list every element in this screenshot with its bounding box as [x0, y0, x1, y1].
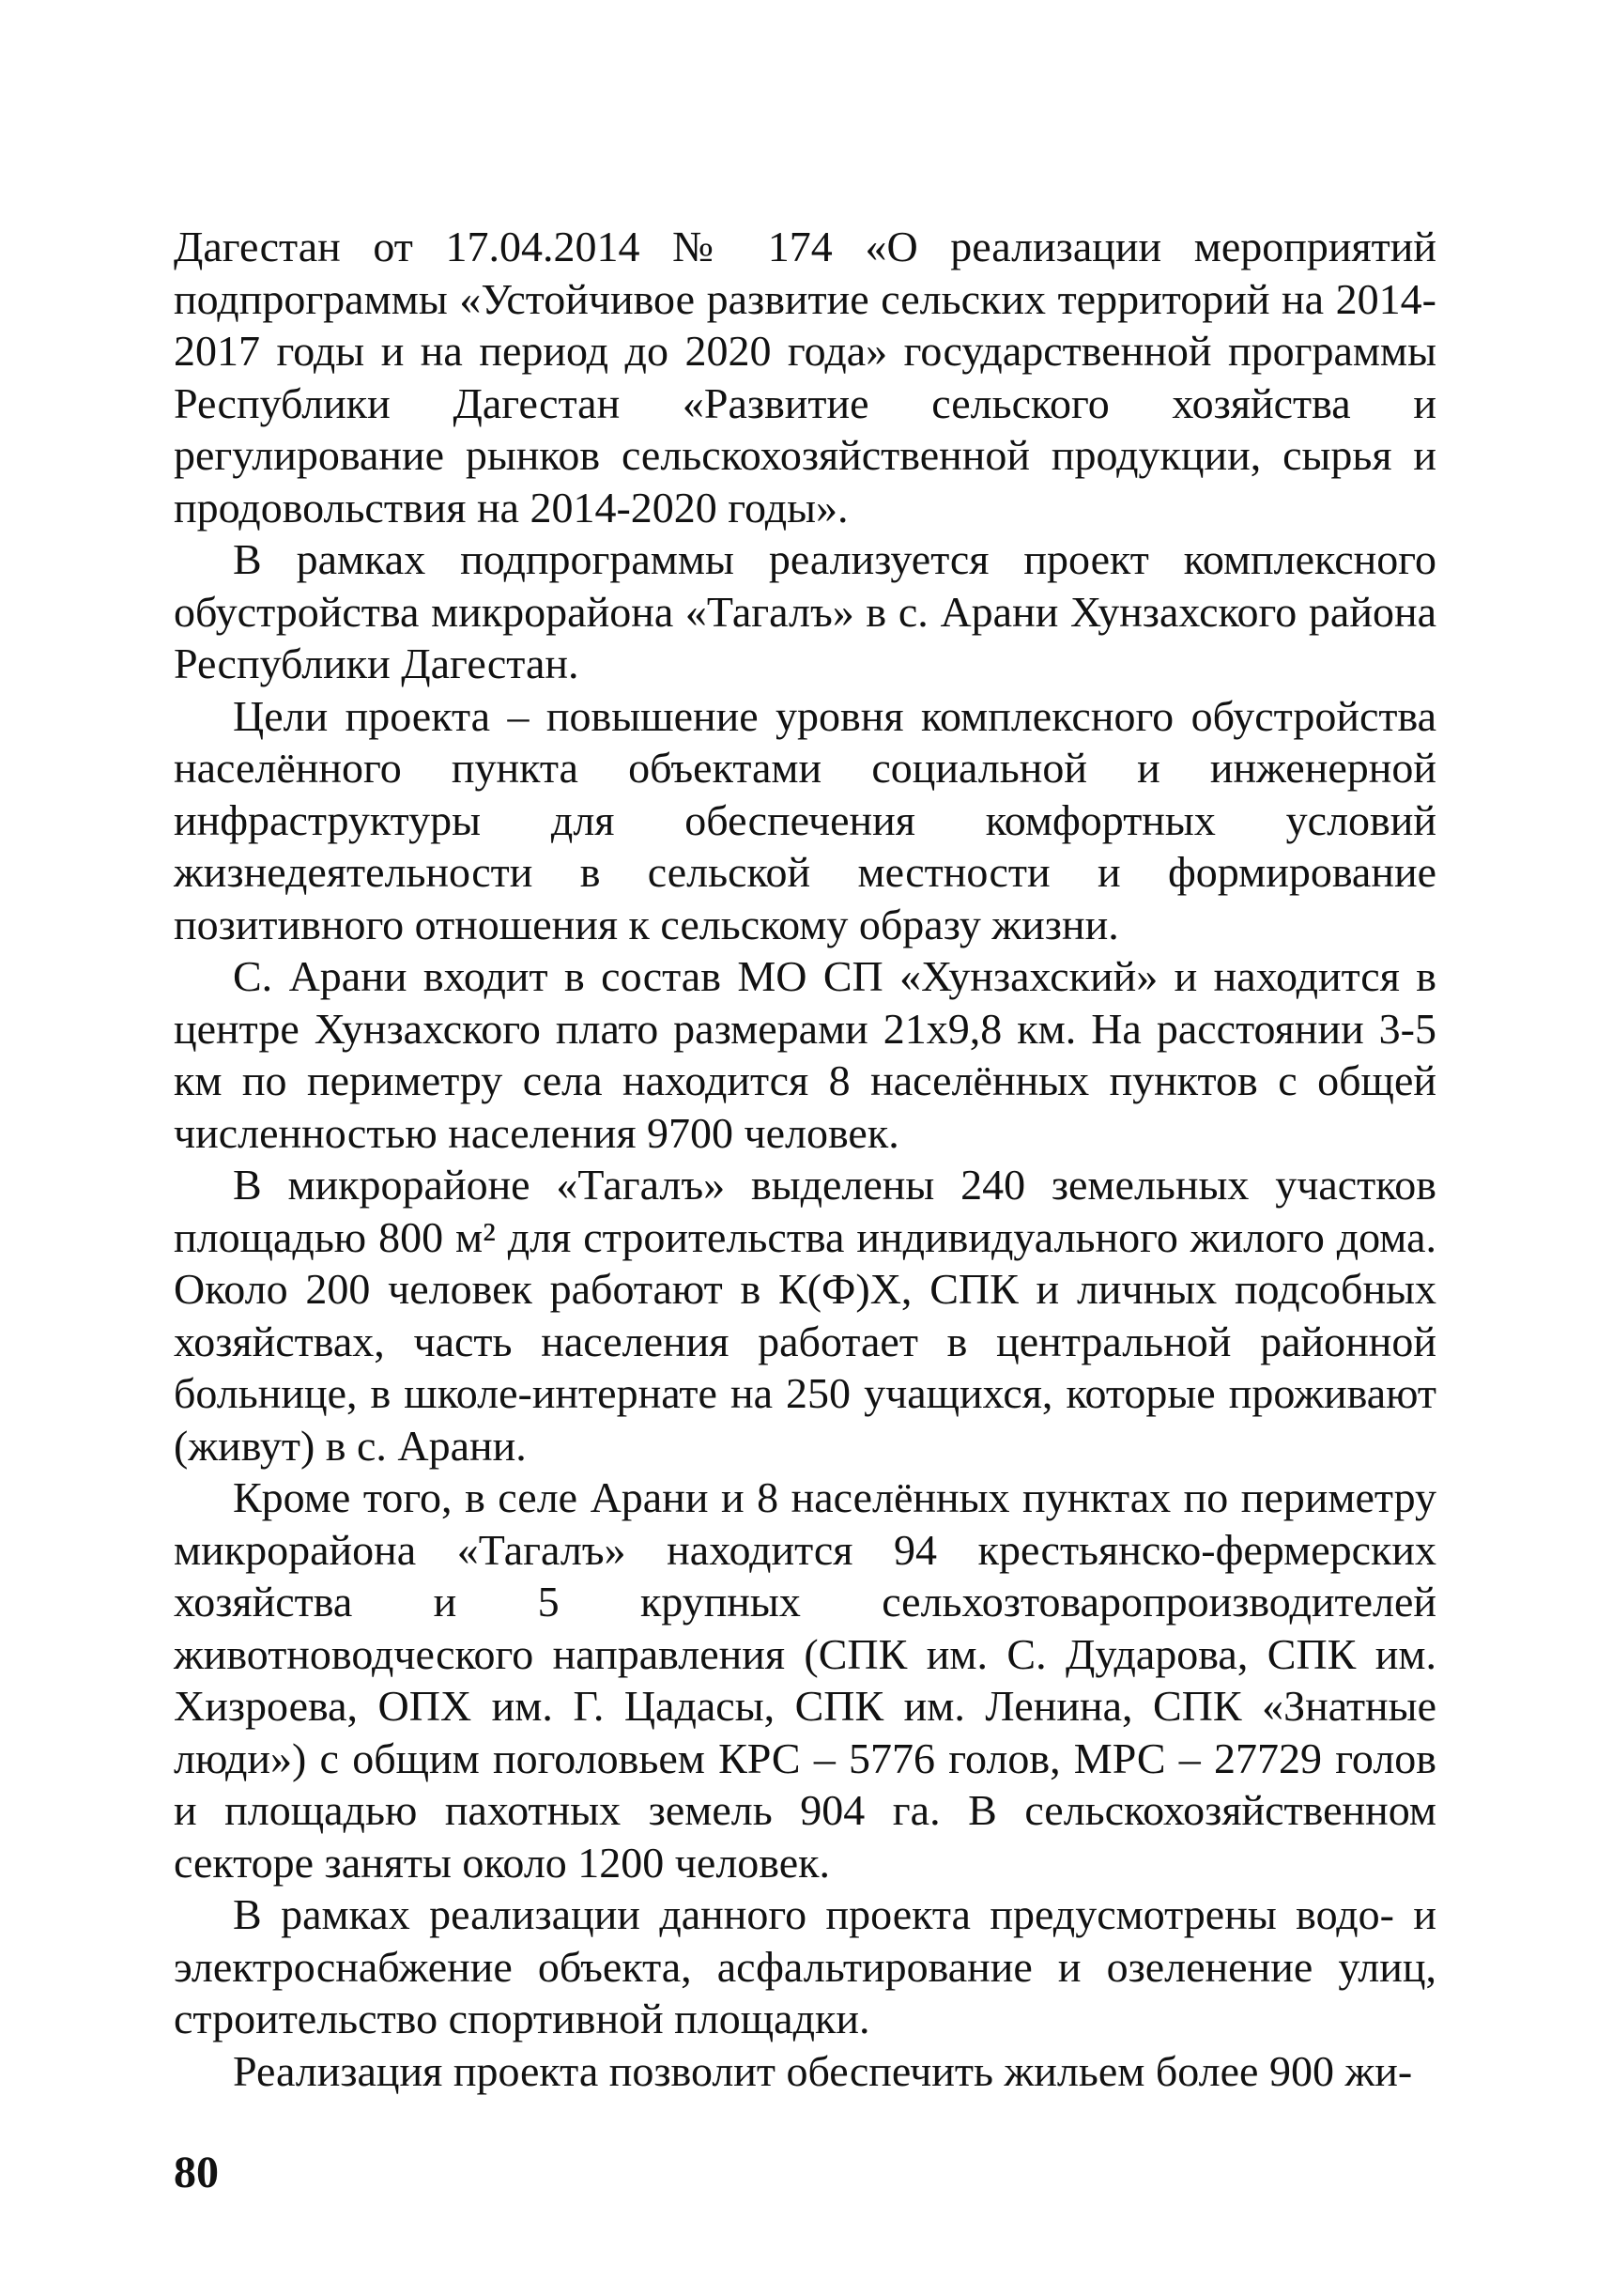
paragraph-5: В микрорайоне «Тагалъ» выделены 240 земельных участков площадью 800 м² для строительства индивидуального жилого дома. Около 200 человек работают в К(Ф)Х, СПК и личных подсобных хозяйствах, часть населения работает в центральной районной больнице, в школе-интернате на 250 учащихся, которые проживают (живут) в с. Арани. [174, 1161, 1436, 1470]
paragraph-7: В рамках реализации данного проекта предусмотрены водо- и электроснабжение объекта, асфальтирование и озеленение улиц, строительство спортивной площадки. [174, 1890, 1436, 2042]
paragraph-6: Кроме того, в селе Арани и 8 населённых пунктах по периметру микрорайона «Тагалъ» находится 94 крестьянско-фермерских хозяйства и 5 крупных сельхозтоваропроизводителей животноводческого направления (СПК им. С. Дударова, СПК им. Хизроева, ОПХ им. Г. Цадасы, СПК им. Ленина, СПК «Знатные люди») с общим поголовьем КРС – 5776 голов, МРС – 27729 голов и площадью пахотных земель 904 га. В сельскохозяйственном секторе заняты около 1200 человек. [174, 1473, 1436, 1887]
paragraph-4: С. Арани входит в состав МО СП «Хунзахский» и находится в центре Хунзахского плато размерами 21х9,8 км. На расстоянии 3-5 км по периметру села находится 8 населённых пунктов с общей численностью населения 9700 человек. [174, 952, 1436, 1157]
paragraph-8: Реализация проекта позволит обеспечить жильем более 900 жи- [233, 2046, 1413, 2095]
paragraph-3: Цели проекта – повышение уровня комплексного обустройства населённого пункта объектами социальной и инженерной инфраструктуры для обеспечения комфортных условий жизнедеятельности в сельской местности и формирование позитивного отношения к сельскому образу жизни. [174, 691, 1436, 948]
page-number: 80 [174, 2148, 219, 2197]
body-text [174, 221, 1436, 2097]
paragraph-2: В рамках подпрограммы реализуется проект комплексного обустройства микрорайона «Тагалъ» в с. Арани Хунзахского района Республики Дагестан. [174, 535, 1436, 687]
paragraph-1: Дагестан от 17.04.2014 № 174 «О реализации мероприятий подпрограммы «Устойчивое развитие сельских территорий на 2014-2017 годы и на период до 2020 года» государственной программы Республики Дагестан «Развитие сельского хозяйства и регулирование рынков сельскохозяйственной продукции, сырья и продовольствия на 2014-2020 годы». [174, 223, 1436, 532]
